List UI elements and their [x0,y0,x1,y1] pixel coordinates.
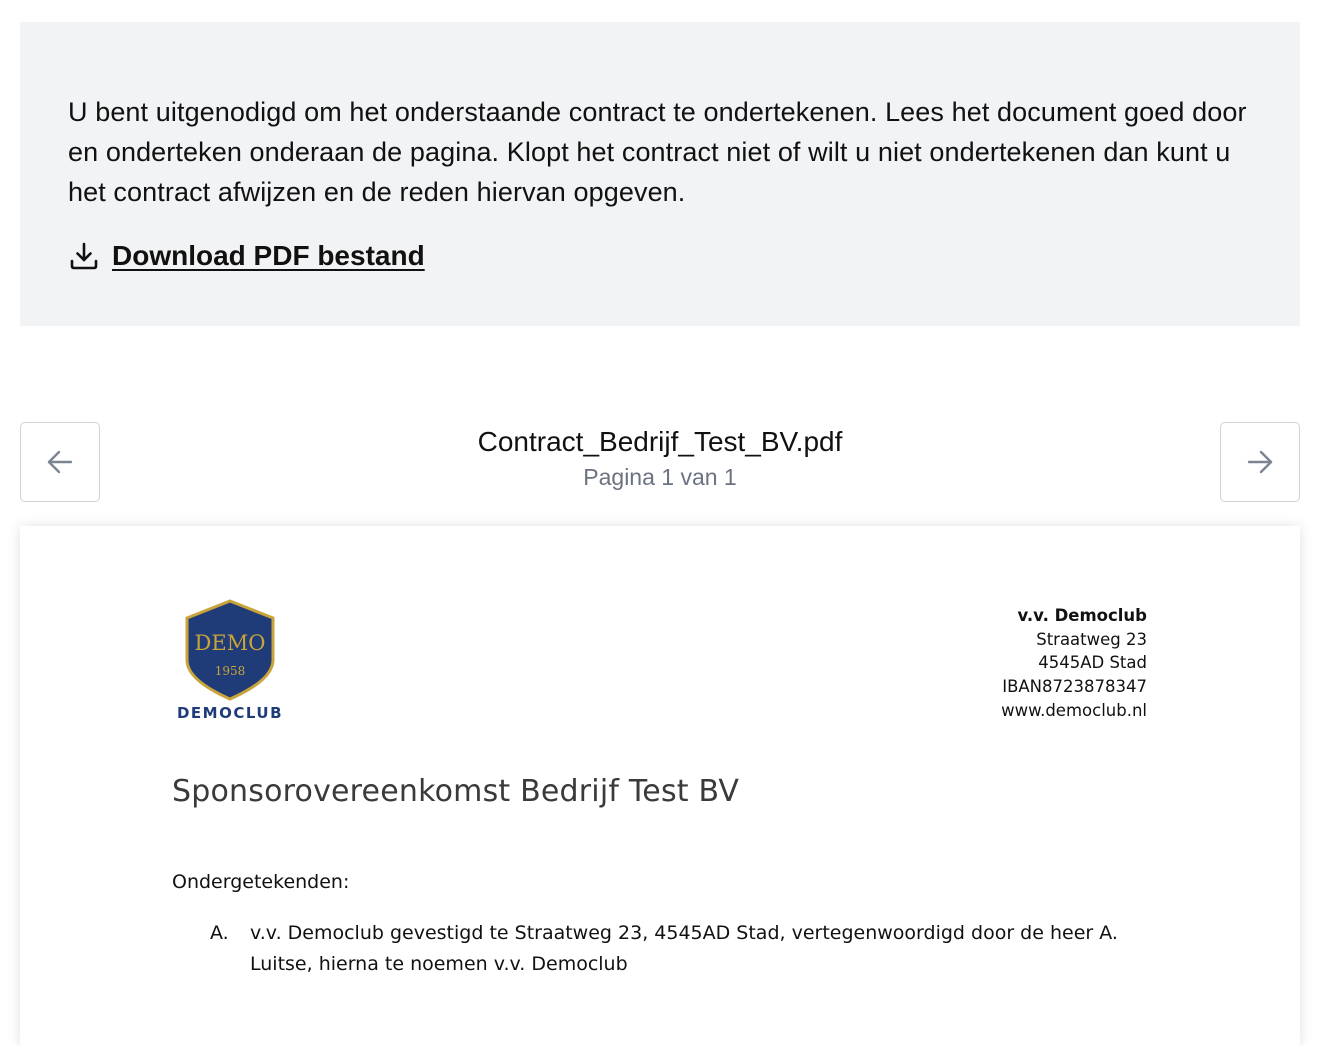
club-address [1001,604,1147,723]
logo-shield-text: DEMO [194,631,266,655]
download-icon [68,240,100,272]
arrow-right-icon [1243,445,1277,479]
logo-caption: DEMOCLUB [176,704,284,722]
arrow-left-icon [43,445,77,479]
clause-text: v.v. Democlub gevestigd te Straatweg 23, 4545AD Stad, vertegenwoordigd door de heer A. Luitse, hierna te noemen v.v. Democlub [250,922,1118,975]
address-website: www.democlub.nl [1001,700,1147,720]
address-postal-city: 4545AD Stad [1038,653,1147,673]
contract-intro: Ondergetekenden: [172,871,350,893]
logo-year: 1958 [214,664,246,678]
download-pdf-link[interactable] [68,240,425,272]
address-iban: IBAN8723878347 [1002,677,1147,697]
previous-page-button[interactable] [20,422,100,502]
contract-title: Sponsorovereenkomst Bedrijf Test BV [172,774,740,809]
address-street: Straatweg 23 [1036,629,1147,649]
instructions-text: U bent uitgenodigd om het onderstaande contract te ondertekenen. Lees het document goed door en onderteken onderaan de pagina. Klopt het contract niet of wilt u niet ondertekenen dan kunt u het contract afwijzen en de reden hiervan opgeven. [68,97,1247,207]
club-logo [170,598,290,726]
clause-letter: A. [210,922,229,944]
download-pdf-label[interactable]: Download PDF bestand [112,240,425,271]
address-name: v.v. Democlub [1017,606,1147,625]
document-header [300,424,1020,492]
pdf-page [20,526,1300,1046]
page-indicator: Pagina 1 van 1 [583,464,737,490]
document-filename: Contract_Bedrijf_Test_BV.pdf [477,426,843,457]
signing-instructions-panel [20,22,1300,326]
club-shield-logo [170,598,290,702]
next-page-button[interactable] [1220,422,1300,502]
